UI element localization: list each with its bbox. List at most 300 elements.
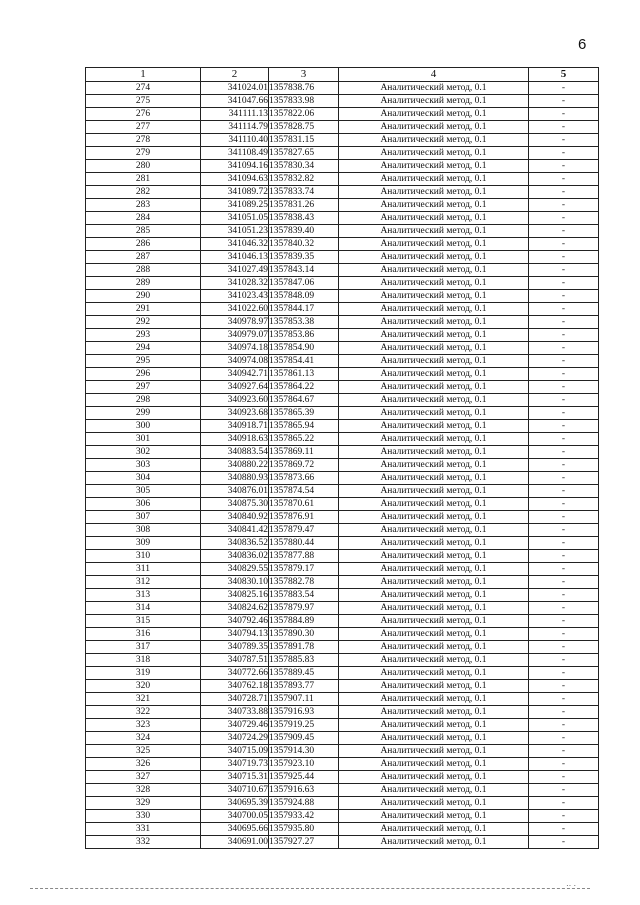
method-cell: Аналитический метод, 0.1 <box>339 433 529 446</box>
table-body <box>86 82 599 849</box>
table-row <box>86 238 599 251</box>
method-cell: Аналитический метод, 0.1 <box>339 368 529 381</box>
y-coordinate-cell: 1357919.25 <box>269 719 339 732</box>
y-coordinate-cell: 1357869.11 <box>269 446 339 459</box>
x-coordinate-cell: 340875.30 <box>201 498 269 511</box>
x-coordinate-cell: 340772.66 <box>201 667 269 680</box>
point-number-cell: 311 <box>86 563 201 576</box>
page-number: 6 <box>578 36 587 53</box>
y-coordinate-cell: 1357907.11 <box>269 693 339 706</box>
y-coordinate-cell: 1357827.65 <box>269 147 339 160</box>
y-coordinate-cell: 1357916.63 <box>269 784 339 797</box>
x-coordinate-cell: 340974.08 <box>201 355 269 368</box>
y-coordinate-cell: 1357879.97 <box>269 602 339 615</box>
table-row <box>86 355 599 368</box>
table-row <box>86 459 599 472</box>
point-number-cell: 280 <box>86 160 201 173</box>
footer-mark: ·· · <box>566 881 577 890</box>
y-coordinate-cell: 1357879.47 <box>269 524 339 537</box>
method-cell: Аналитический метод, 0.1 <box>339 160 529 173</box>
table-row <box>86 836 599 849</box>
point-number-cell: 289 <box>86 277 201 290</box>
description-cell: - <box>529 589 599 602</box>
method-cell: Аналитический метод, 0.1 <box>339 407 529 420</box>
point-number-cell: 296 <box>86 368 201 381</box>
description-cell: - <box>529 602 599 615</box>
point-number-cell: 290 <box>86 290 201 303</box>
table-row <box>86 485 599 498</box>
point-number-cell: 332 <box>86 836 201 849</box>
method-cell: Аналитический метод, 0.1 <box>339 446 529 459</box>
table-row <box>86 771 599 784</box>
x-coordinate-cell: 341114.79 <box>201 121 269 134</box>
description-cell: - <box>529 472 599 485</box>
description-cell: - <box>529 251 599 264</box>
y-coordinate-cell: 1357830.34 <box>269 160 339 173</box>
x-coordinate-cell: 341111.13 <box>201 108 269 121</box>
x-coordinate-cell: 341022.60 <box>201 303 269 316</box>
x-coordinate-cell: 340978.97 <box>201 316 269 329</box>
method-cell: Аналитический метод, 0.1 <box>339 758 529 771</box>
description-cell: - <box>529 810 599 823</box>
method-cell: Аналитический метод, 0.1 <box>339 576 529 589</box>
description-cell: - <box>529 381 599 394</box>
point-number-cell: 294 <box>86 342 201 355</box>
x-coordinate-cell: 340974.18 <box>201 342 269 355</box>
description-cell: - <box>529 433 599 446</box>
description-cell: - <box>529 524 599 537</box>
method-cell: Аналитический метод, 0.1 <box>339 524 529 537</box>
description-cell: - <box>529 329 599 342</box>
y-coordinate-cell: 1357833.74 <box>269 186 339 199</box>
y-coordinate-cell: 1357879.17 <box>269 563 339 576</box>
x-coordinate-cell: 341027.49 <box>201 264 269 277</box>
method-cell: Аналитический метод, 0.1 <box>339 459 529 472</box>
x-coordinate-cell: 340979.07 <box>201 329 269 342</box>
y-coordinate-cell: 1357927.27 <box>269 836 339 849</box>
description-cell: - <box>529 732 599 745</box>
y-coordinate-cell: 1357844.17 <box>269 303 339 316</box>
method-cell: Аналитический метод, 0.1 <box>339 82 529 95</box>
method-cell: Аналитический метод, 0.1 <box>339 277 529 290</box>
method-cell: Аналитический метод, 0.1 <box>339 745 529 758</box>
y-coordinate-cell: 1357843.14 <box>269 264 339 277</box>
method-cell: Аналитический метод, 0.1 <box>339 251 529 264</box>
point-number-cell: 299 <box>86 407 201 420</box>
method-cell: Аналитический метод, 0.1 <box>339 784 529 797</box>
y-coordinate-cell: 1357864.67 <box>269 394 339 407</box>
table-row <box>86 342 599 355</box>
table-row <box>86 745 599 758</box>
method-cell: Аналитический метод, 0.1 <box>339 381 529 394</box>
point-number-cell: 291 <box>86 303 201 316</box>
x-coordinate-cell: 341046.32 <box>201 238 269 251</box>
table-row <box>86 199 599 212</box>
description-cell: - <box>529 277 599 290</box>
method-cell: Аналитический метод, 0.1 <box>339 511 529 524</box>
y-coordinate-cell: 1357854.41 <box>269 355 339 368</box>
y-coordinate-cell: 1357890.30 <box>269 628 339 641</box>
method-cell: Аналитический метод, 0.1 <box>339 212 529 225</box>
method-cell: Аналитический метод, 0.1 <box>339 563 529 576</box>
table-row <box>86 368 599 381</box>
description-cell: - <box>529 225 599 238</box>
x-coordinate-cell: 340733.88 <box>201 706 269 719</box>
method-cell: Аналитический метод, 0.1 <box>339 498 529 511</box>
point-number-cell: 320 <box>86 680 201 693</box>
method-cell: Аналитический метод, 0.1 <box>339 121 529 134</box>
method-cell: Аналитический метод, 0.1 <box>339 589 529 602</box>
point-number-cell: 282 <box>86 186 201 199</box>
method-cell: Аналитический метод, 0.1 <box>339 147 529 160</box>
footer-divider <box>30 888 590 889</box>
table-row <box>86 537 599 550</box>
point-number-cell: 277 <box>86 121 201 134</box>
x-coordinate-cell: 341094.16 <box>201 160 269 173</box>
y-coordinate-cell: 1357873.66 <box>269 472 339 485</box>
method-cell: Аналитический метод, 0.1 <box>339 836 529 849</box>
method-cell: Аналитический метод, 0.1 <box>339 719 529 732</box>
table-row <box>86 511 599 524</box>
table-row <box>86 797 599 810</box>
description-cell: - <box>529 537 599 550</box>
y-coordinate-cell: 1357853.38 <box>269 316 339 329</box>
x-coordinate-cell: 340787.51 <box>201 654 269 667</box>
description-cell: - <box>529 173 599 186</box>
description-cell: - <box>529 95 599 108</box>
point-number-cell: 316 <box>86 628 201 641</box>
y-coordinate-cell: 1357924.88 <box>269 797 339 810</box>
table-row <box>86 472 599 485</box>
point-number-cell: 292 <box>86 316 201 329</box>
description-cell: - <box>529 446 599 459</box>
point-number-cell: 309 <box>86 537 201 550</box>
point-number-cell: 323 <box>86 719 201 732</box>
description-cell: - <box>529 407 599 420</box>
method-cell: Аналитический метод, 0.1 <box>339 615 529 628</box>
y-coordinate-cell: 1357933.42 <box>269 810 339 823</box>
table-row <box>86 615 599 628</box>
point-number-cell: 317 <box>86 641 201 654</box>
description-cell: - <box>529 693 599 706</box>
y-coordinate-cell: 1357874.54 <box>269 485 339 498</box>
y-coordinate-cell: 1357840.32 <box>269 238 339 251</box>
point-number-cell: 310 <box>86 550 201 563</box>
description-cell: - <box>529 719 599 732</box>
x-coordinate-cell: 340923.60 <box>201 394 269 407</box>
column-header-5: 5 <box>529 68 599 82</box>
point-number-cell: 287 <box>86 251 201 264</box>
table-row <box>86 82 599 95</box>
table-row <box>86 732 599 745</box>
description-cell: - <box>529 836 599 849</box>
y-coordinate-cell: 1357893.77 <box>269 680 339 693</box>
x-coordinate-cell: 341024.01 <box>201 82 269 95</box>
y-coordinate-cell: 1357909.45 <box>269 732 339 745</box>
y-coordinate-cell: 1357885.83 <box>269 654 339 667</box>
y-coordinate-cell: 1357925.44 <box>269 771 339 784</box>
point-number-cell: 318 <box>86 654 201 667</box>
x-coordinate-cell: 341110.40 <box>201 134 269 147</box>
method-cell: Аналитический метод, 0.1 <box>339 134 529 147</box>
y-coordinate-cell: 1357831.26 <box>269 199 339 212</box>
point-number-cell: 308 <box>86 524 201 537</box>
table-row <box>86 446 599 459</box>
description-cell: - <box>529 303 599 316</box>
description-cell: - <box>529 771 599 784</box>
y-coordinate-cell: 1357891.78 <box>269 641 339 654</box>
point-number-cell: 307 <box>86 511 201 524</box>
column-header-3: 3 <box>269 68 339 82</box>
y-coordinate-cell: 1357923.10 <box>269 758 339 771</box>
x-coordinate-cell: 340710.67 <box>201 784 269 797</box>
column-header-4: 4 <box>339 68 529 82</box>
method-cell: Аналитический метод, 0.1 <box>339 823 529 836</box>
x-coordinate-cell: 340695.39 <box>201 797 269 810</box>
x-coordinate-cell: 340789.35 <box>201 641 269 654</box>
y-coordinate-cell: 1357861.13 <box>269 368 339 381</box>
method-cell: Аналитический метод, 0.1 <box>339 316 529 329</box>
description-cell: - <box>529 160 599 173</box>
y-coordinate-cell: 1357935.80 <box>269 823 339 836</box>
point-number-cell: 319 <box>86 667 201 680</box>
method-cell: Аналитический метод, 0.1 <box>339 706 529 719</box>
table-row <box>86 108 599 121</box>
y-coordinate-cell: 1357854.90 <box>269 342 339 355</box>
table-row <box>86 433 599 446</box>
description-cell: - <box>529 667 599 680</box>
description-cell: - <box>529 628 599 641</box>
table-row <box>86 641 599 654</box>
y-coordinate-cell: 1357876.91 <box>269 511 339 524</box>
x-coordinate-cell: 340825.16 <box>201 589 269 602</box>
description-cell: - <box>529 498 599 511</box>
point-number-cell: 288 <box>86 264 201 277</box>
description-cell: - <box>529 108 599 121</box>
table-row <box>86 589 599 602</box>
point-number-cell: 297 <box>86 381 201 394</box>
x-coordinate-cell: 341023.43 <box>201 290 269 303</box>
point-number-cell: 293 <box>86 329 201 342</box>
point-number-cell: 298 <box>86 394 201 407</box>
description-cell: - <box>529 576 599 589</box>
method-cell: Аналитический метод, 0.1 <box>339 485 529 498</box>
y-coordinate-cell: 1357914.30 <box>269 745 339 758</box>
x-coordinate-cell: 340715.31 <box>201 771 269 784</box>
y-coordinate-cell: 1357880.44 <box>269 537 339 550</box>
point-number-cell: 325 <box>86 745 201 758</box>
description-cell: - <box>529 186 599 199</box>
y-coordinate-cell: 1357865.94 <box>269 420 339 433</box>
point-number-cell: 313 <box>86 589 201 602</box>
point-number-cell: 328 <box>86 784 201 797</box>
point-number-cell: 306 <box>86 498 201 511</box>
y-coordinate-cell: 1357889.45 <box>269 667 339 680</box>
x-coordinate-cell: 340918.63 <box>201 433 269 446</box>
method-cell: Аналитический метод, 0.1 <box>339 238 529 251</box>
description-cell: - <box>529 82 599 95</box>
y-coordinate-cell: 1357884.89 <box>269 615 339 628</box>
y-coordinate-cell: 1357877.88 <box>269 550 339 563</box>
description-cell: - <box>529 615 599 628</box>
method-cell: Аналитический метод, 0.1 <box>339 641 529 654</box>
method-cell: Аналитический метод, 0.1 <box>339 693 529 706</box>
point-number-cell: 301 <box>86 433 201 446</box>
coordinates-table <box>85 67 599 849</box>
table-row <box>86 563 599 576</box>
x-coordinate-cell: 340762.18 <box>201 680 269 693</box>
y-coordinate-cell: 1357832.82 <box>269 173 339 186</box>
point-number-cell: 284 <box>86 212 201 225</box>
x-coordinate-cell: 341028.32 <box>201 277 269 290</box>
description-cell: - <box>529 290 599 303</box>
y-coordinate-cell: 1357838.76 <box>269 82 339 95</box>
method-cell: Аналитический метод, 0.1 <box>339 810 529 823</box>
point-number-cell: 304 <box>86 472 201 485</box>
point-number-cell: 302 <box>86 446 201 459</box>
table-row <box>86 719 599 732</box>
point-number-cell: 329 <box>86 797 201 810</box>
method-cell: Аналитический метод, 0.1 <box>339 537 529 550</box>
method-cell: Аналитический метод, 0.1 <box>339 394 529 407</box>
table-row <box>86 823 599 836</box>
x-coordinate-cell: 340840.92 <box>201 511 269 524</box>
y-coordinate-cell: 1357828.75 <box>269 121 339 134</box>
table-row <box>86 277 599 290</box>
x-coordinate-cell: 340729.46 <box>201 719 269 732</box>
description-cell: - <box>529 368 599 381</box>
description-cell: - <box>529 511 599 524</box>
x-coordinate-cell: 340794.13 <box>201 628 269 641</box>
point-number-cell: 327 <box>86 771 201 784</box>
table-row <box>86 654 599 667</box>
point-number-cell: 279 <box>86 147 201 160</box>
description-cell: - <box>529 654 599 667</box>
y-coordinate-cell: 1357839.40 <box>269 225 339 238</box>
point-number-cell: 276 <box>86 108 201 121</box>
x-coordinate-cell: 341089.25 <box>201 199 269 212</box>
table-row <box>86 667 599 680</box>
method-cell: Аналитический метод, 0.1 <box>339 680 529 693</box>
method-cell: Аналитический метод, 0.1 <box>339 550 529 563</box>
description-cell: - <box>529 147 599 160</box>
x-coordinate-cell: 341094.63 <box>201 173 269 186</box>
point-number-cell: 315 <box>86 615 201 628</box>
point-number-cell: 312 <box>86 576 201 589</box>
point-number-cell: 324 <box>86 732 201 745</box>
point-number-cell: 281 <box>86 173 201 186</box>
x-coordinate-cell: 341051.05 <box>201 212 269 225</box>
y-coordinate-cell: 1357822.06 <box>269 108 339 121</box>
point-number-cell: 275 <box>86 95 201 108</box>
x-coordinate-cell: 340836.52 <box>201 537 269 550</box>
description-cell: - <box>529 745 599 758</box>
x-coordinate-cell: 340880.22 <box>201 459 269 472</box>
y-coordinate-cell: 1357831.15 <box>269 134 339 147</box>
method-cell: Аналитический метод, 0.1 <box>339 290 529 303</box>
y-coordinate-cell: 1357864.22 <box>269 381 339 394</box>
method-cell: Аналитический метод, 0.1 <box>339 771 529 784</box>
method-cell: Аналитический метод, 0.1 <box>339 472 529 485</box>
method-cell: Аналитический метод, 0.1 <box>339 329 529 342</box>
table-row <box>86 784 599 797</box>
point-number-cell: 326 <box>86 758 201 771</box>
description-cell: - <box>529 784 599 797</box>
x-coordinate-cell: 340719.73 <box>201 758 269 771</box>
table-row <box>86 576 599 589</box>
y-coordinate-cell: 1357916.93 <box>269 706 339 719</box>
description-cell: - <box>529 238 599 251</box>
table-row <box>86 329 599 342</box>
x-coordinate-cell: 341046.13 <box>201 251 269 264</box>
point-number-cell: 295 <box>86 355 201 368</box>
table-row <box>86 173 599 186</box>
table-row <box>86 264 599 277</box>
y-coordinate-cell: 1357833.98 <box>269 95 339 108</box>
point-number-cell: 286 <box>86 238 201 251</box>
point-number-cell: 283 <box>86 199 201 212</box>
x-coordinate-cell: 340724.29 <box>201 732 269 745</box>
x-coordinate-cell: 340883.54 <box>201 446 269 459</box>
point-number-cell: 321 <box>86 693 201 706</box>
point-number-cell: 278 <box>86 134 201 147</box>
table-row <box>86 225 599 238</box>
x-coordinate-cell: 340691.00 <box>201 836 269 849</box>
y-coordinate-cell: 1357839.35 <box>269 251 339 264</box>
column-header-2: 2 <box>201 68 269 82</box>
table-row <box>86 693 599 706</box>
y-coordinate-cell: 1357848.09 <box>269 290 339 303</box>
point-number-cell: 330 <box>86 810 201 823</box>
description-cell: - <box>529 264 599 277</box>
x-coordinate-cell: 340700.05 <box>201 810 269 823</box>
method-cell: Аналитический метод, 0.1 <box>339 342 529 355</box>
y-coordinate-cell: 1357882.78 <box>269 576 339 589</box>
table-row <box>86 290 599 303</box>
method-cell: Аналитический метод, 0.1 <box>339 303 529 316</box>
x-coordinate-cell: 341089.72 <box>201 186 269 199</box>
point-number-cell: 285 <box>86 225 201 238</box>
method-cell: Аналитический метод, 0.1 <box>339 186 529 199</box>
description-cell: - <box>529 758 599 771</box>
point-number-cell: 314 <box>86 602 201 615</box>
point-number-cell: 305 <box>86 485 201 498</box>
table-row <box>86 160 599 173</box>
table-row <box>86 147 599 160</box>
y-coordinate-cell: 1357870.61 <box>269 498 339 511</box>
description-cell: - <box>529 316 599 329</box>
method-cell: Аналитический метод, 0.1 <box>339 602 529 615</box>
table-row <box>86 394 599 407</box>
description-cell: - <box>529 420 599 433</box>
point-number-cell: 300 <box>86 420 201 433</box>
description-cell: - <box>529 394 599 407</box>
table-row <box>86 810 599 823</box>
point-number-cell: 322 <box>86 706 201 719</box>
x-coordinate-cell: 340918.71 <box>201 420 269 433</box>
table-row <box>86 121 599 134</box>
description-cell: - <box>529 212 599 225</box>
description-cell: - <box>529 342 599 355</box>
description-cell: - <box>529 459 599 472</box>
y-coordinate-cell: 1357838.43 <box>269 212 339 225</box>
description-cell: - <box>529 121 599 134</box>
method-cell: Аналитический метод, 0.1 <box>339 667 529 680</box>
x-coordinate-cell: 340792.46 <box>201 615 269 628</box>
column-header-1: 1 <box>86 68 201 82</box>
description-cell: - <box>529 199 599 212</box>
table-row <box>86 420 599 433</box>
